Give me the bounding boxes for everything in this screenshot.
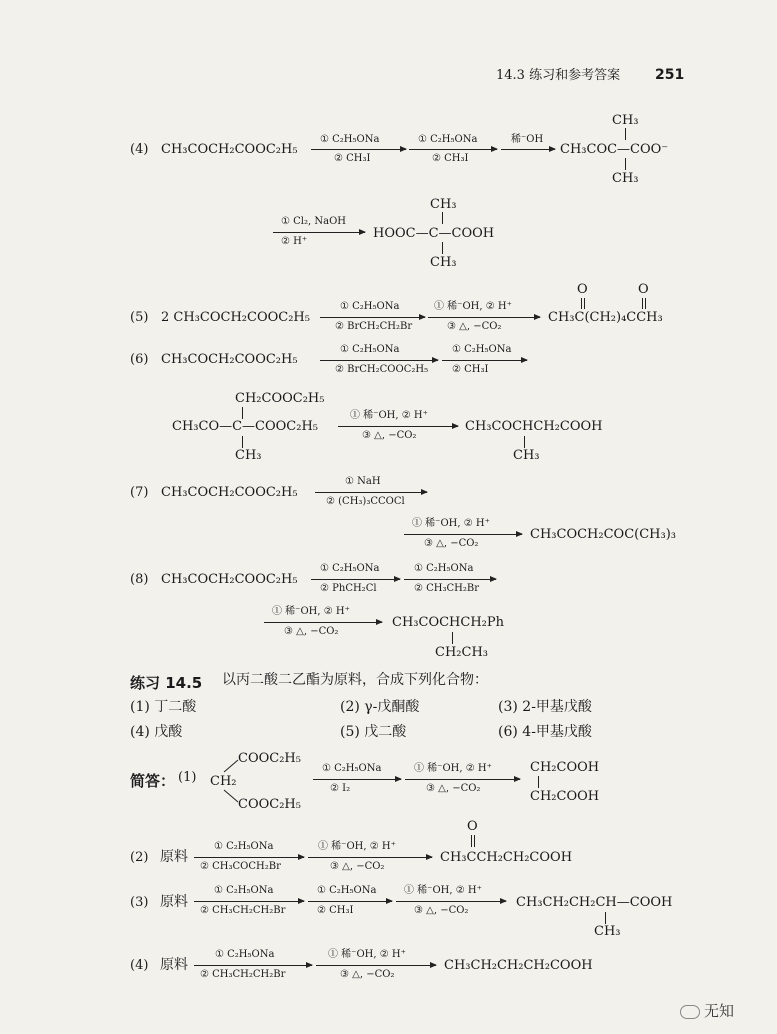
product-substituent: CH₃	[430, 255, 457, 270]
reaction-6-reactant: CH₃COCH₂COOC₂H₅	[161, 352, 298, 367]
product-substituent: CH₃	[594, 924, 621, 939]
reaction-arrow	[338, 426, 458, 427]
reaction-8-product: CH₃COCHCH₂Ph	[392, 615, 504, 630]
reaction-arrow	[501, 149, 555, 150]
exercise-title: 练习 14.5	[130, 674, 203, 692]
reaction-6-product: CH₃COCHCH₂COOH	[465, 419, 603, 434]
reagent: ① NaH	[345, 476, 381, 487]
exercise-item: (3) 2-甲基戊酸	[498, 699, 592, 715]
reagent: ② PhCH₂Cl	[320, 583, 377, 594]
reaction-arrow	[311, 149, 406, 150]
reagent: ① C₂H₅ONa	[320, 134, 380, 145]
answer-1-product-bottom: CH₂COOH	[530, 789, 600, 804]
reaction-7-reactant: CH₃COCH₂COOC₂H₅	[161, 485, 298, 500]
exercise-item: (1) 丁二酸	[130, 699, 197, 715]
reaction-arrow	[316, 965, 436, 966]
reagent: ② CH₃I	[452, 364, 489, 375]
starting-material: 原料	[160, 957, 188, 973]
reagent: ② CH₃CH₂CH₂Br	[200, 905, 286, 916]
reaction-arrow	[442, 360, 527, 361]
reagent: ③ △, −CO₂	[447, 321, 502, 332]
reagent: ① C₂H₅ONa	[214, 885, 274, 896]
reagent: ② H⁺	[281, 236, 308, 247]
reagent: ③ △, −CO₂	[414, 905, 469, 916]
answer-1-reactant: CH₂	[210, 774, 237, 789]
reaction-arrow	[264, 622, 382, 623]
reaction-5-number: (5)	[130, 310, 149, 325]
reagent: ③ △, −CO₂	[340, 969, 395, 980]
reaction-arrow	[194, 901, 304, 902]
reagent: 稀⁻OH	[511, 134, 544, 145]
reagent: ② I₂	[330, 783, 351, 794]
product-substituent: CH₃	[612, 113, 639, 128]
carbonyl-oxygen: O	[577, 282, 588, 297]
reagent: ① Cl₂, NaOH	[281, 216, 346, 227]
starting-material: 原料	[160, 849, 188, 865]
intermediate-substituent: CH₂COOC₂H₅	[235, 391, 325, 406]
reaction-arrow	[194, 857, 304, 858]
reagent: ① 稀⁻OH, ② H⁺	[328, 949, 406, 960]
reagent: ③ △, −CO₂	[362, 430, 417, 441]
reaction-8-number: (8)	[130, 572, 149, 587]
answer-3-number: (3)	[130, 895, 149, 910]
carbonyl-oxygen: O	[467, 819, 478, 834]
reaction-6-intermediate: CH₃CO—C—COOC₂H₅	[172, 419, 319, 434]
intermediate-substituent: CH₃	[235, 448, 262, 463]
reaction-4-product: CH₃COC—COO⁻	[560, 142, 669, 157]
product-substituent: CH₃	[612, 171, 639, 186]
reactant-substituent: COOC₂H₅	[238, 751, 301, 766]
reagent: ① C₂H₅ONa	[452, 344, 512, 355]
reaction-4-number: (4)	[130, 142, 149, 157]
reaction-arrow	[396, 901, 506, 902]
reagent: ① C₂H₅ONa	[414, 563, 474, 574]
reaction-arrow	[428, 317, 540, 318]
reagent: ① 稀⁻OH, ② H⁺	[434, 301, 512, 312]
exercise-prompt: 以丙二酸二乙酯为原料，合成下列化合物：	[222, 672, 488, 688]
running-header: 14.3 练习和参考答案	[496, 68, 621, 83]
reaction-arrow	[315, 492, 427, 493]
reagent: ③ △, −CO₂	[330, 861, 385, 872]
reaction-8-reactant: CH₃COCH₂COOC₂H₅	[161, 572, 298, 587]
reagent: ② CH₃I	[334, 153, 371, 164]
answer-label: 简答：	[130, 772, 176, 790]
reaction-arrow	[409, 149, 497, 150]
watermark	[680, 1000, 734, 1021]
reagent: ② (CH₃)₃CCOCl	[326, 496, 405, 507]
reagent: ① 稀⁻OH, ② H⁺	[412, 518, 490, 529]
reaction-arrow	[194, 965, 312, 966]
reaction-4-reactant: CH₃COCH₂COOC₂H₅	[161, 142, 298, 157]
product-substituent: CH₃	[430, 197, 457, 212]
reaction-arrow	[313, 779, 401, 780]
reaction-arrow	[308, 901, 392, 902]
reagent: ① C₂H₅ONa	[418, 134, 478, 145]
reagent: ① 稀⁻OH, ② H⁺	[404, 885, 482, 896]
answer-4-number: (4)	[130, 958, 149, 973]
chat-bubble-icon	[680, 1005, 700, 1019]
reaction-arrow	[404, 534, 522, 535]
reaction-4-final-product: HOOC—C—COOH	[373, 226, 495, 241]
page-number: 251	[655, 67, 685, 83]
reagent: ① C₂H₅ONa	[215, 949, 275, 960]
reaction-arrow	[405, 779, 520, 780]
answer-4-product: CH₃CH₂CH₂CH₂COOH	[444, 958, 593, 973]
reagent: ① 稀⁻OH, ② H⁺	[272, 606, 350, 617]
reagent: ① 稀⁻OH, ② H⁺	[414, 763, 492, 774]
exercise-item: (5) 戊二酸	[340, 724, 407, 740]
reagent: ① C₂H₅ONa	[340, 344, 400, 355]
reaction-5-product: CH₃C(CH₂)₄CCH₃	[548, 310, 663, 325]
reaction-5-reactant: 2 CH₃COCH₂COOC₂H₅	[161, 310, 310, 325]
reagent: ③ △, −CO₂	[424, 538, 479, 549]
reagent: ② BrCH₂CH₂Br	[335, 321, 413, 332]
reagent: ② CH₃CH₂Br	[414, 583, 480, 594]
answer-2-product: CH₃CCH₂CH₂COOH	[440, 850, 573, 865]
reaction-arrow	[320, 360, 438, 361]
reaction-6-number: (6)	[130, 352, 149, 367]
reagent: ② CH₃I	[317, 905, 354, 916]
answer-2-number: (2)	[130, 850, 149, 865]
reactant-substituent: COOC₂H₅	[238, 797, 301, 812]
reagent: ① C₂H₅ONa	[317, 885, 377, 896]
exercise-item: (6) 4-甲基戊酸	[498, 724, 592, 740]
answer-3-product: CH₃CH₂CH₂CH—COOH	[516, 895, 673, 910]
reaction-arrow	[320, 317, 425, 318]
carbonyl-oxygen: O	[638, 282, 649, 297]
reagent: ③ △, −CO₂	[426, 783, 481, 794]
reagent: ① C₂H₅ONa	[340, 301, 400, 312]
product-substituent: CH₂CH₃	[435, 645, 488, 660]
starting-material: 原料	[160, 894, 188, 910]
product-substituent: CH₃	[513, 448, 540, 463]
reagent: ② CH₃COCH₂Br	[200, 861, 281, 872]
reagent: ① 稀⁻OH, ② H⁺	[318, 841, 396, 852]
watermark-text: 无知	[704, 1002, 735, 1020]
answer-1-product-top: CH₂COOH	[530, 760, 600, 775]
reagent: ① C₂H₅ONa	[322, 763, 382, 774]
answer-1-number: (1)	[178, 770, 197, 785]
reaction-arrow	[404, 579, 496, 580]
reaction-arrow	[273, 232, 365, 233]
reagent: ① C₂H₅ONa	[214, 841, 274, 852]
exercise-item: (2) γ-戊酮酸	[340, 699, 420, 715]
reagent: ① 稀⁻OH, ② H⁺	[350, 410, 428, 421]
reagent: ② BrCH₂COOC₂H₅	[335, 364, 429, 375]
reaction-arrow	[311, 579, 400, 580]
reagent: ② CH₃I	[432, 153, 469, 164]
reaction-7-number: (7)	[130, 485, 149, 500]
exercise-item: (4) 戊酸	[130, 724, 183, 740]
reaction-arrow	[308, 857, 432, 858]
reagent: ② CH₃CH₂CH₂Br	[200, 969, 286, 980]
reagent: ① C₂H₅ONa	[320, 563, 380, 574]
bond-lines	[222, 758, 242, 806]
reaction-7-product: CH₃COCH₂COC(CH₃)₃	[530, 527, 676, 542]
reagent: ③ △, −CO₂	[284, 626, 339, 637]
